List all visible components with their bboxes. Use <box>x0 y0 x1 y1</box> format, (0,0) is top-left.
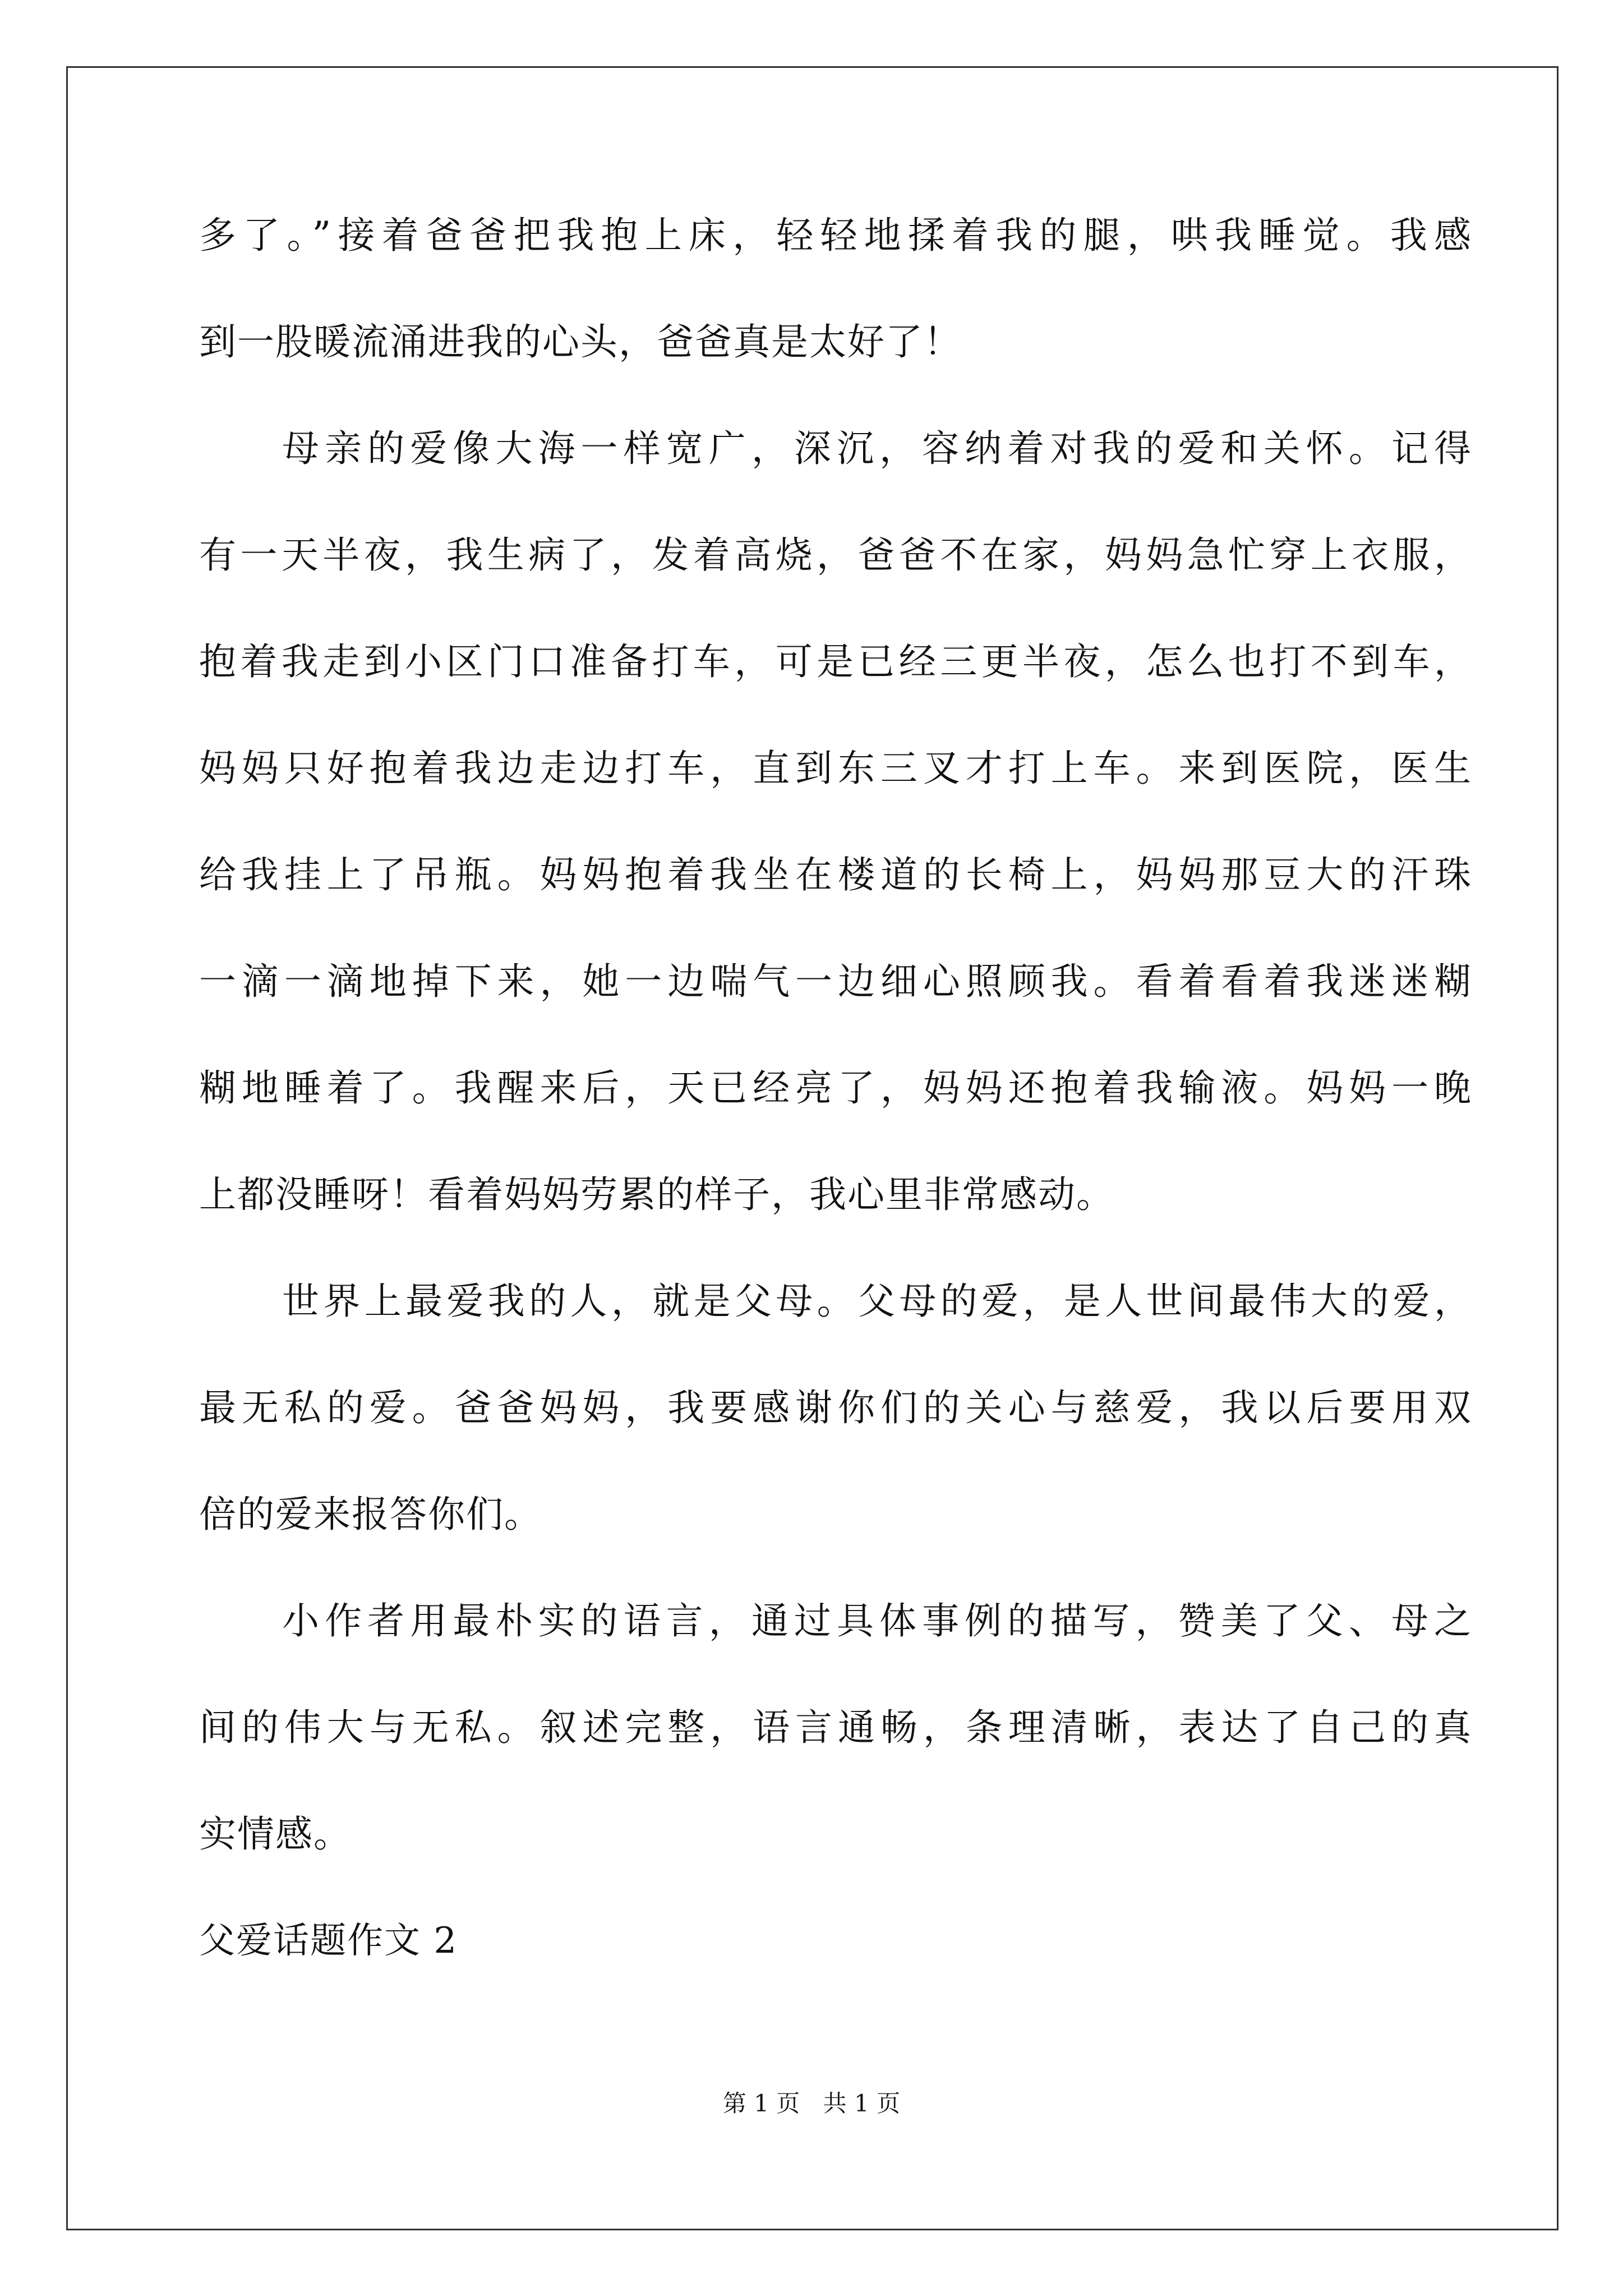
paragraph-3-line-3: 倍的爱来报答你们。 <box>199 1493 542 1536</box>
paragraph-3-line-1: 世界上最爱我的人，就是父母。父母的爱，是人世间最伟大的爱， <box>282 1280 1472 1323</box>
page-number-current: 第 1 页 <box>722 2090 800 2117</box>
page-number-total: 共 1 页 <box>823 2090 901 2117</box>
page-footer <box>0 2087 1623 2120</box>
paragraph-1-line-2: 到一股暖流涌进我的心头，爸爸真是太好了！ <box>199 320 962 364</box>
page-border <box>66 66 1559 2230</box>
paragraph-4-line-2: 间的伟大与无私。叙述完整，语言通畅，条理清晰，表达了自己的真 <box>199 1706 1472 1749</box>
paragraph-3-line-2: 最无私的爱。爸爸妈妈，我要感谢你们的关心与慈爱，我以后要用双 <box>199 1386 1472 1429</box>
section-heading: 父爱话题作文 2 <box>199 1920 458 1962</box>
paragraph-2-line-8: 上都没睡呀！看着妈妈劳累的样子，我心里非常感动。 <box>199 1173 1114 1216</box>
paragraph-4-line-1: 小作者用最朴实的语言，通过具体事例的描写，赞美了父、母之 <box>282 1599 1472 1642</box>
paragraph-2-line-6: 一滴一滴地掉下来，她一边喘气一边细心照顾我。看着看着我迷迷糊 <box>199 960 1472 1003</box>
paragraph-2-line-2: 有一天半夜，我生病了，发着高烧，爸爸不在家，妈妈急忙穿上衣服， <box>199 533 1472 577</box>
paragraph-2-line-4: 妈妈只好抱着我边走边打车，直到东三叉才打上车。来到医院，医生 <box>199 747 1472 790</box>
paragraph-2-line-7: 糊地睡着了。我醒来后，天已经亮了，妈妈还抱着我输液。妈妈一晚 <box>199 1066 1472 1110</box>
paragraph-2-line-1: 母亲的爱像大海一样宽广，深沉，容纳着对我的爱和关怀。记得 <box>282 427 1472 470</box>
paragraph-2-line-5: 给我挂上了吊瓶。妈妈抱着我坐在楼道的长椅上，妈妈那豆大的汗珠 <box>199 853 1472 896</box>
paragraph-1-line-1: 多了。”接着爸爸把我抱上床，轻轻地揉着我的腿，哄我睡觉。我感 <box>199 214 1472 257</box>
paragraph-2-line-3: 抱着我走到小区门口准备打车，可是已经三更半夜，怎么也打不到车， <box>199 640 1472 683</box>
paragraph-4-line-3: 实情感。 <box>199 1812 352 1856</box>
